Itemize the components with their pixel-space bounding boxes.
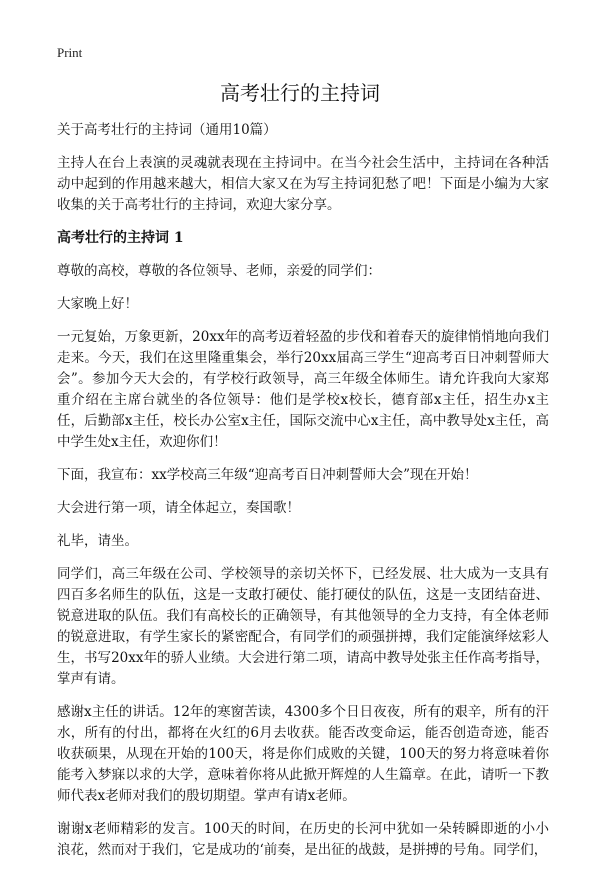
paragraph-anthem: 大会进行第一项，请全体起立，奏国歌！: [57, 500, 300, 516]
paragraph-opening: 一元复始，万象更新，20xx年的高考迈着轻盈的步伐和着春天的旋律悄悄地向我们走来。今天，我们在这里隆重集会，举行20xx届高三学生“迎高考百日冲刺誓师大会”。参加今天大会的，有学校行政领导，高三年级全体师生。请允许我向大家郑重介绍在主席台就坐的各位领导：他们是学校x校长，德育部x主任，招生办x主任，后勤部x主任，校长办公室x主任，国际交流中心x主任，高中教导处x主任，高中学生处x主任，欢迎你们！: [57, 329, 549, 450]
section-heading: 高考壮行的主持词 1: [57, 230, 184, 246]
paragraph-introduction: 同学们，高三年级在公司、学校领导的亲切关怀下，已经发展、壮大成为一支具有四百多名师生的队伍，这是一支敢打硬仗、能打硬仗的队伍，这是一支团结奋进、锐意进取的队伍。我们有高校长的正确领导，有其他领导的全力支持，有全体老师的锐意进取，有学生家长的紧密配合，有同学们的顽强拼搏，我们定能演绎炫彩人生，书写20xx年的骄人业绩。大会进行第二项，请高中教导处张主任作高考指导，掌声有请。: [57, 566, 549, 687]
paragraph-salutation: 尊敬的高校，尊敬的各位领导、老师，亲爱的同学们：: [57, 263, 381, 279]
paragraph-announcement: 下面，我宣布：xx学校高三年级“迎高考百日冲刺誓师大会”现在开始！: [57, 467, 478, 483]
document-title: 高考壮行的主持词: [220, 81, 380, 105]
paragraph-thanks-teacher: 谢谢x老师精彩的发言。100天的时间，在历史的长河中犹如一朵转瞬即逝的小小浪花，然而对于我们，它是成功的‘前奏，是出征的战鼓，是拼搏的号角。同学们，: [57, 821, 549, 858]
paragraph-thanks-director: 感谢x主任的讲话。12年的寒窗苦读，4300多个日日夜夜，所有的艰辛，所有的汗水，所有的付出，都将在火红的6月去收获。能否改变命运，能否创造奇迹，能否收获硕果，从现在开始的100天，将是你们成败的关键，100天的努力将意味着你能考入梦寐以求的大学，意味着你将从此掀开辉煌的人生篇章。在此，请听一下教师代表x老师对我们的殷切期望。掌声有请x老师。: [57, 704, 549, 804]
paragraph-be-seated: 礼毕，请坐。: [57, 533, 138, 549]
print-link[interactable]: Print: [57, 45, 83, 60]
document-subtitle: 关于高考壮行的主持词（通用10篇）: [57, 122, 277, 138]
document-body: [57, 120, 549, 873]
intro-paragraph: 主持人在台上表演的灵魂就表现在主持词中。在当今社会生活中，主持词在各种活动中起到的作用越来越大，相信大家又在为写主持词犯愁了吧！下面是小编为大家收集的关于高考壮行的主持词，欢迎大家分享。: [57, 155, 549, 213]
paragraph-greeting: 大家晚上好！: [57, 296, 138, 312]
